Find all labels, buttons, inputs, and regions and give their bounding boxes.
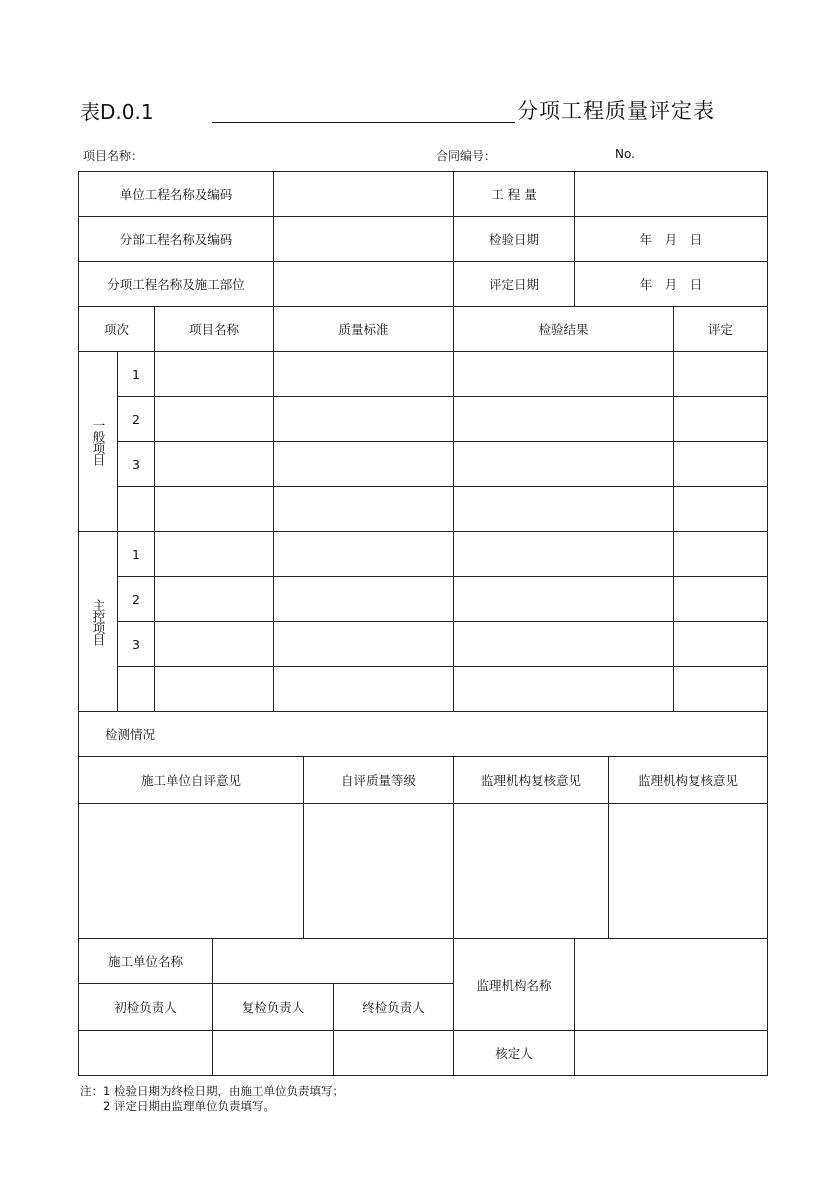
header-item-no: 项次 — [103, 322, 129, 337]
rating-date-value[interactable]: 年 月 日 — [639, 277, 703, 292]
header-item-name: 项目名称 — [188, 322, 239, 337]
quantity-value[interactable] — [575, 172, 767, 216]
approver-value[interactable] — [575, 1031, 767, 1075]
supervisor-name-label: 监理机构名称 — [476, 977, 552, 993]
contract-no-label: 合同编号： — [436, 149, 497, 163]
row-line — [117, 396, 768, 397]
group-main-control — [79, 532, 117, 711]
header-result: 检验结果 — [538, 322, 589, 337]
subitem-project-value[interactable] — [274, 262, 453, 306]
col-line — [154, 306, 155, 711]
first-check-label: 初检负责人 — [114, 1000, 177, 1015]
row-number — [118, 667, 154, 711]
final-check-signature[interactable] — [334, 1031, 453, 1075]
re-check-signature[interactable] — [213, 1031, 333, 1075]
inspection-date-label: 检验日期 — [488, 232, 539, 247]
subitem-project-label: 分项工程名称及施工部位 — [107, 277, 245, 292]
contractor-name-label: 施工单位名称 — [107, 954, 183, 969]
row-number: 1 — [132, 546, 140, 562]
row-line — [117, 441, 768, 442]
first-check-signature[interactable] — [79, 1031, 212, 1075]
final-check-label: 终检负责人 — [362, 1000, 425, 1015]
unit-project-value[interactable] — [274, 172, 453, 216]
row-number: 1 — [132, 366, 140, 382]
re-check-label: 复检负责人 — [241, 1000, 305, 1015]
quantity-label: 工 程 量 — [491, 187, 537, 202]
group-general — [79, 352, 117, 531]
supervisor-review-opinion-label: 监理机构复核意见 — [480, 773, 581, 788]
row-number: 3 — [132, 636, 140, 652]
self-quality-grade-label: 自评质量等级 — [340, 773, 416, 788]
row-line — [78, 531, 768, 532]
row-line — [117, 666, 768, 667]
supervisor-name-value[interactable] — [575, 939, 767, 1030]
row-line — [117, 576, 768, 577]
no-label: No. — [615, 147, 635, 161]
form-code: 表D.0.1 — [80, 100, 154, 124]
group-general-label: 一般项目 — [91, 418, 106, 465]
approver-label: 核定人 — [495, 1046, 533, 1061]
unit-project-label: 单位工程名称及编码 — [119, 187, 233, 202]
group-main-control-label: 主控项目 — [91, 598, 106, 645]
title-underline — [212, 122, 515, 123]
project-name-label: 项目名称： — [83, 149, 144, 163]
rating-date-label: 评定日期 — [488, 277, 539, 292]
row-line — [117, 486, 768, 487]
header-standard: 质量标准 — [338, 322, 389, 337]
row-line — [78, 803, 768, 804]
division-project-label: 分部工程名称及编码 — [119, 232, 233, 247]
row-number: 2 — [132, 411, 140, 427]
col-line — [673, 306, 674, 711]
inspection-date-value[interactable]: 年 月 日 — [639, 232, 703, 247]
row-line — [117, 621, 768, 622]
row-line — [78, 351, 768, 352]
note-2: 2 评定日期由监理单位负责填写。 — [80, 1099, 275, 1113]
note-1: 注：1 检验日期为终检日期，由施工单位负责填写； — [80, 1084, 344, 1098]
border-bottom — [78, 1075, 768, 1076]
division-project-value[interactable] — [274, 217, 453, 261]
inspection-situation: 检测情况 — [105, 727, 156, 742]
header-rating: 评定 — [707, 322, 733, 337]
supervisor-review-opinion-label-2: 监理机构复核意见 — [637, 773, 738, 788]
contractor-self-opinion-label: 施工单位自评意见 — [140, 773, 241, 788]
form-title: 分项工程质量评定表 — [517, 99, 715, 123]
row-number: 3 — [132, 456, 140, 472]
row-number — [118, 487, 154, 531]
row-number: 2 — [132, 591, 140, 607]
contractor-name-value[interactable] — [213, 939, 453, 983]
